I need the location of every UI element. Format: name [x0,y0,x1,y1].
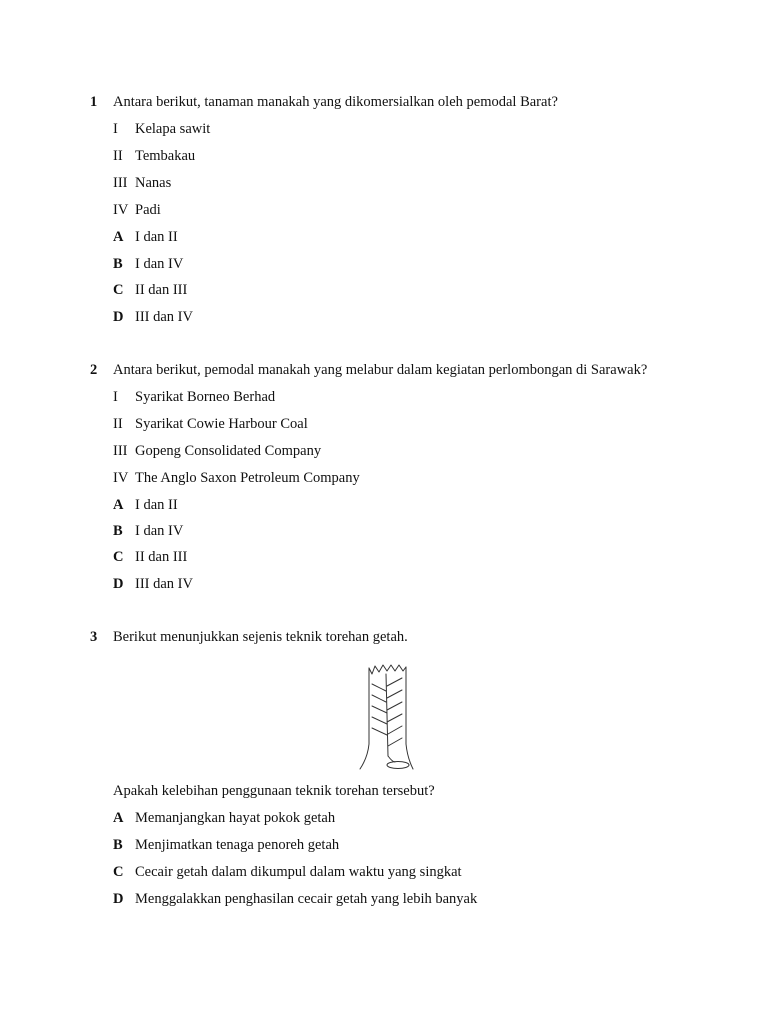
option-text: I dan II [135,229,178,245]
question-number: 2 [90,362,98,378]
answer-option[interactable] [113,497,178,514]
statement-item [113,121,210,138]
statement-label: I [113,121,118,137]
option-text: I dan IV [135,256,184,272]
statement-item [113,443,321,460]
statement-label: II [113,416,123,432]
option-text: I dan II [135,497,178,513]
option-label: C [113,549,124,565]
statement-item [113,148,195,165]
option-label: A [113,497,124,513]
question-text: Antara berikut, tanaman manakah yang dikomersialkan oleh pemodal Barat? [113,94,558,110]
statement-text: The Anglo Saxon Petroleum Company [135,470,360,486]
answer-option[interactable] [113,576,193,593]
statement-label: I [113,389,118,405]
answer-option[interactable] [113,309,193,326]
option-text: Memanjangkan hayat pokok getah [135,810,336,826]
option-label: A [113,229,124,245]
answer-option[interactable] [113,523,183,540]
statement-text: Syarikat Cowie Harbour Coal [135,416,308,432]
option-text: I dan IV [135,523,184,539]
option-label: C [113,864,124,880]
question-number: 3 [90,629,98,645]
statement-label: III [113,175,128,191]
option-text: Menjimatkan tenaga penoreh getah [135,837,340,853]
option-label: D [113,891,124,907]
statement-item [113,470,360,487]
option-label: D [113,576,124,592]
option-text: III dan IV [135,309,193,325]
statement-text: Tembakau [135,148,196,164]
option-text: II dan III [135,282,188,298]
question-stem [90,94,558,111]
question-text: Berikut menunjukkan sejenis teknik torehan getah. [113,629,408,645]
question-number: 1 [90,94,98,110]
statement-label: III [113,443,128,459]
question-text: Antara berikut, pemodal manakah yang melabur dalam kegiatan perlombongan di Sarawak? [113,362,648,378]
option-text: II dan III [135,549,188,565]
answer-option[interactable] [113,864,462,881]
answer-option[interactable] [113,837,339,854]
statement-text: Kelapa sawit [135,121,211,137]
statement-item [113,175,171,192]
answer-option[interactable] [113,549,187,566]
option-label: B [113,837,123,853]
question-prompt: Apakah kelebihan penggunaan teknik torehan tersebut? [113,783,435,799]
option-text: Menggalakkan penghasilan cecair getah yang lebih banyak [135,891,478,907]
answer-option[interactable] [113,229,178,246]
question-stem [90,362,647,379]
option-text: III dan IV [135,576,193,592]
statement-item [113,416,308,433]
statement-label: IV [113,202,129,218]
statement-item [113,202,161,219]
question-stem [90,629,408,646]
option-label: B [113,523,123,539]
statement-text: Syarikat Borneo Berhad [135,389,276,405]
option-label: A [113,810,124,826]
option-text: Cecair getah dalam dikumpul dalam waktu yang singkat [135,864,462,880]
answer-option[interactable] [113,891,477,908]
option-label: C [113,282,124,298]
statement-text: Nanas [135,175,172,191]
option-label: B [113,256,123,272]
rubber-tree-tapping-illustration [355,662,419,774]
answer-option[interactable] [113,256,183,273]
answer-option[interactable] [113,810,335,827]
statement-label: IV [113,470,129,486]
statement-item [113,389,275,406]
statement-text: Padi [135,202,161,218]
option-label: D [113,309,124,325]
statement-label: II [113,148,123,164]
statement-text: Gopeng Consolidated Company [135,443,322,459]
answer-option[interactable] [113,282,187,299]
